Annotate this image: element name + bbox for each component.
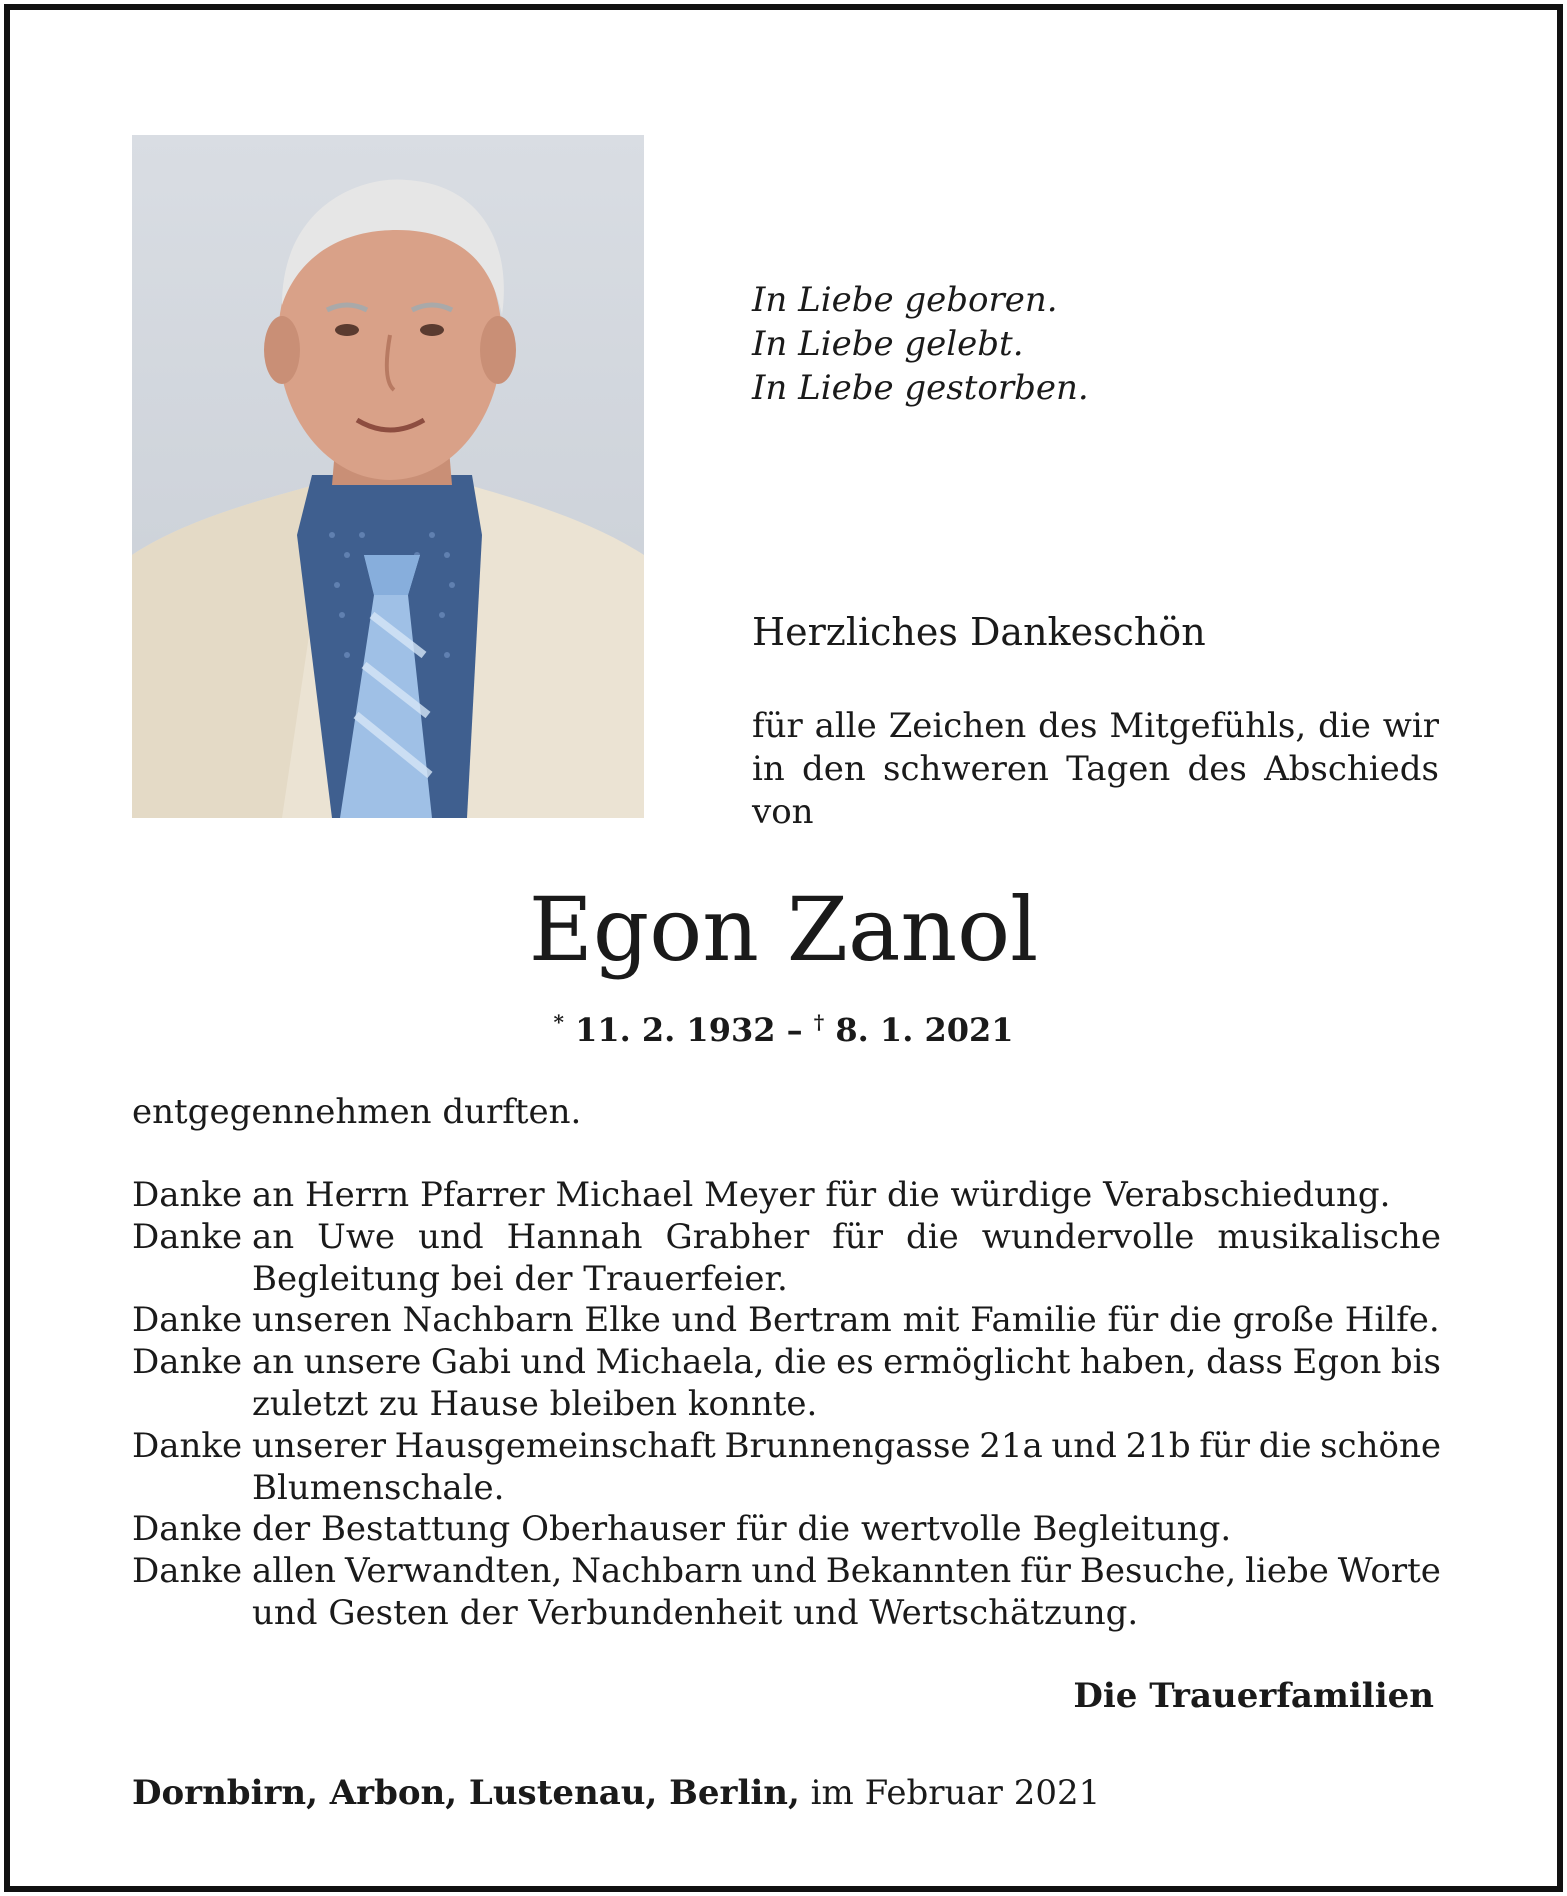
- thanks-word: Danke: [132, 1342, 243, 1383]
- intro-word: wir: [1382, 706, 1439, 746]
- thanks-entry-word: Besuche,: [1079, 1551, 1237, 1592]
- thanks-entry-word: die: [1258, 1425, 1312, 1466]
- birth-date: 11. 2. 1932: [575, 1011, 776, 1049]
- intro-word: Zeichen: [888, 706, 1027, 746]
- thanks-entry-word: für: [1199, 1425, 1251, 1466]
- thanks-entry-word: an: [252, 1216, 295, 1257]
- thanks-entry: [132, 1509, 1441, 1551]
- intro-line: [752, 705, 1439, 748]
- thanks-entry-word: dass: [1206, 1342, 1284, 1383]
- thanks-entry: [132, 1175, 1441, 1217]
- thanks-word: Danke: [132, 1551, 243, 1592]
- thanks-word: Danke: [132, 1175, 243, 1215]
- thanks-entry-line: der Bestattung Oberhauser für die wertvolle Begleitung.: [252, 1509, 1232, 1550]
- thanks-entry: [132, 1217, 1441, 1301]
- portrait-photo: [132, 135, 644, 818]
- thanks-entry-word: Worte: [1337, 1551, 1441, 1592]
- thanks-entry-word: bis: [1390, 1342, 1441, 1383]
- thanks-entry-word: Gabi: [430, 1342, 511, 1383]
- portrait-illustration: [132, 135, 644, 818]
- thanks-entry-word: 21a: [979, 1425, 1043, 1466]
- birth-mark: *: [553, 1010, 564, 1034]
- thanks-entry-line: [252, 1551, 1441, 1593]
- thanks-intro: [752, 705, 1439, 834]
- thanks-entry-line: [252, 1342, 1441, 1384]
- thanks-entry-word: Hannah: [506, 1216, 643, 1257]
- thanks-entry: [132, 1342, 1441, 1426]
- intro-word: alle: [814, 706, 877, 746]
- intro-word: schweren: [883, 749, 1049, 789]
- intro-word: des: [1187, 749, 1247, 789]
- thanks-entry-word: Brunnengasse: [724, 1425, 971, 1466]
- death-date: 8. 1. 2021: [835, 1011, 1014, 1049]
- death-mark: †: [813, 1010, 825, 1034]
- after-name-text: entgegennehmen durften.: [132, 1092, 582, 1132]
- thanks-entry: [132, 1300, 1441, 1342]
- thanks-entry: [132, 1426, 1441, 1510]
- intro-word: des: [1038, 706, 1098, 746]
- thanks-entry-word: Grabher: [665, 1216, 810, 1257]
- thanks-entry-word: haben,: [1079, 1342, 1197, 1383]
- motto: [752, 278, 1089, 410]
- thanks-entry-word: allen: [252, 1551, 337, 1592]
- thanks-entry-word: die: [905, 1216, 959, 1257]
- thanks-entry-word: unserer: [252, 1425, 386, 1466]
- thanks-word: Danke: [132, 1300, 243, 1341]
- intro-line: von: [752, 792, 814, 832]
- intro-line: [752, 748, 1439, 791]
- obituary-card: [4, 4, 1563, 1892]
- thanks-entry-word: die: [773, 1342, 827, 1383]
- deceased-name: Egon Zanol: [528, 878, 1039, 981]
- thanks-entry-word: Michaela,: [595, 1342, 765, 1383]
- signature: Die Trauerfamilien: [1073, 1676, 1434, 1716]
- thanks-entry-word: Verwandten,: [344, 1551, 563, 1592]
- thanks-entry-line: [252, 1217, 1441, 1259]
- thanks-entry-word: Nachbarn: [571, 1551, 743, 1592]
- thanks-entry-word: und: [418, 1216, 484, 1257]
- thanks-word: Danke: [132, 1216, 243, 1257]
- thanks-entry-word: es: [836, 1342, 874, 1383]
- motto-line: In Liebe gelebt.: [752, 324, 1024, 364]
- thanks-heading: Herzliches Dankeschön: [752, 610, 1206, 654]
- thanks-entry-word: und: [1051, 1425, 1117, 1466]
- life-dates: [10, 1010, 1557, 1049]
- thanks-entry-line: Begleitung bei der Trauerfeier.: [252, 1258, 788, 1299]
- intro-word: die: [1318, 706, 1371, 746]
- thanks-entry-line: [252, 1426, 1441, 1468]
- place-date-line: [132, 1773, 1100, 1813]
- thanks-entry-line: zuletzt zu Hause bleiben konnte.: [252, 1383, 818, 1424]
- thanks-entry-word: liebe: [1245, 1551, 1329, 1592]
- thanks-entry-word: Bekannten: [825, 1551, 1012, 1592]
- thanks-entry-word: Egon: [1292, 1342, 1382, 1383]
- intro-word: für: [752, 706, 803, 746]
- thanks-entry-word: unsere: [303, 1342, 422, 1383]
- thanks-entry-line: Blumenschale.: [252, 1467, 505, 1508]
- thanks-entry-word: 21b: [1125, 1425, 1191, 1466]
- thanks-entry-word: wundervolle: [981, 1216, 1195, 1257]
- thanks-entry-word: Hausgemeinschaft: [394, 1425, 716, 1466]
- thanks-entry-line: und Gesten der Verbundenheit und Wertschätzung.: [252, 1592, 1139, 1633]
- intro-word: Mitgefühls,: [1109, 706, 1307, 746]
- thanks-list: [132, 1175, 1441, 1635]
- thanks-entry-word: und: [751, 1551, 817, 1592]
- thanks-entry-word: für: [1020, 1551, 1071, 1592]
- intro-word: in: [752, 749, 785, 789]
- date-separator: –: [786, 1011, 803, 1049]
- intro-word: Tagen: [1066, 749, 1171, 789]
- places: Dornbirn, Arbon, Lustenau, Berlin,: [132, 1773, 800, 1813]
- thanks-entry-word: für: [832, 1216, 883, 1257]
- thanks-entry-word: und: [520, 1342, 586, 1383]
- date-text: im Februar 2021: [810, 1773, 1101, 1813]
- thanks-entry-word: musikalische: [1217, 1216, 1441, 1257]
- intro-word: den: [802, 749, 866, 789]
- thanks-word: Danke: [132, 1509, 243, 1550]
- motto-line: In Liebe geboren.: [752, 280, 1058, 320]
- thanks-entry-word: ermöglicht: [883, 1342, 1071, 1383]
- motto-line: In Liebe gestorben.: [752, 368, 1089, 408]
- intro-word: Abschieds: [1264, 749, 1439, 789]
- thanks-entry-word: Uwe: [317, 1216, 396, 1257]
- thanks-entry-word: an: [252, 1342, 295, 1383]
- thanks-word: Danke: [132, 1425, 243, 1466]
- thanks-entry: [132, 1551, 1441, 1635]
- thanks-entry-line: unseren Nachbarn Elke und Bertram mit Familie für die große Hilfe.: [252, 1300, 1440, 1341]
- thanks-entry-word: schöne: [1320, 1425, 1441, 1466]
- thanks-entry-line: an Herrn Pfarrer Michael Meyer für die würdige Verabschiedung.: [252, 1175, 1391, 1215]
